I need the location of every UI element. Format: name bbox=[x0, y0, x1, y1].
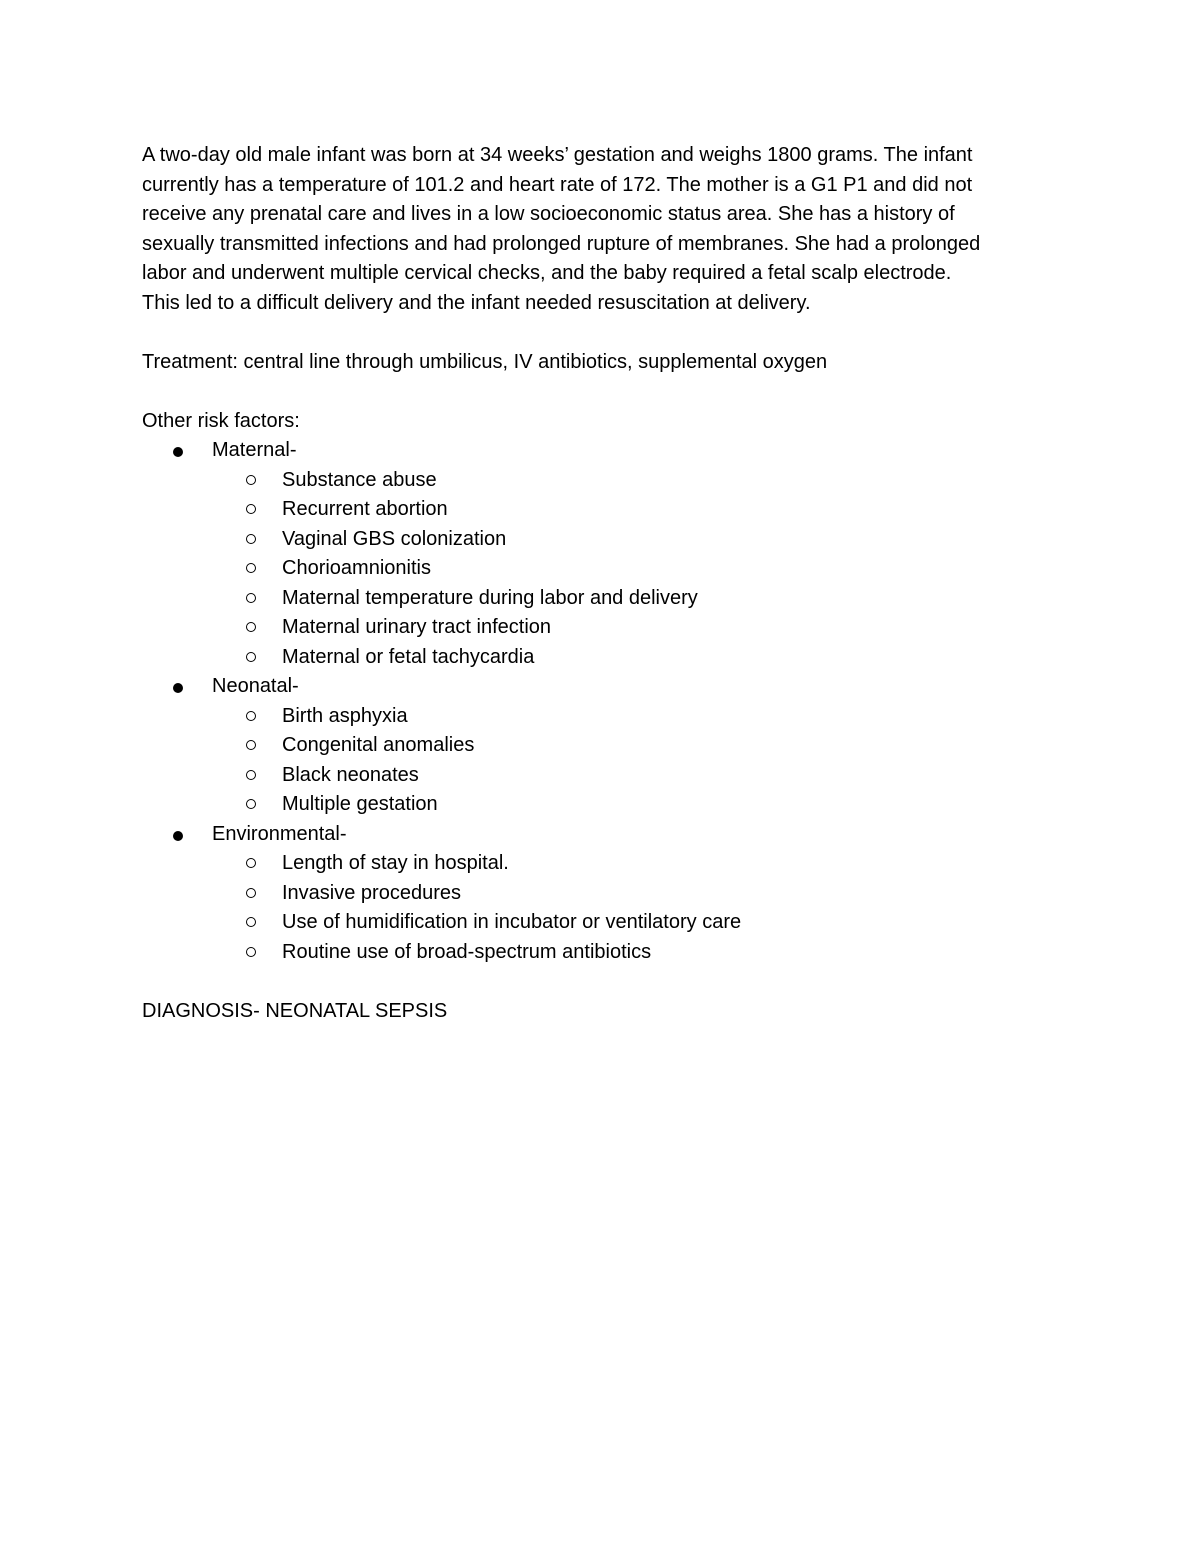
spacer bbox=[142, 318, 1062, 348]
hollow-circle-icon bbox=[246, 534, 256, 544]
treatment-line: Treatment: central line through umbilicus, IV antibiotics, supplemental oxygen bbox=[142, 350, 828, 373]
environmental-risk-list bbox=[212, 849, 1062, 967]
hollow-circle-icon bbox=[246, 947, 256, 957]
neonatal-risk-list bbox=[212, 702, 1062, 820]
spacer bbox=[142, 377, 1062, 407]
bullet-icon bbox=[173, 831, 183, 841]
list-item: Black neonates bbox=[142, 761, 1062, 791]
case-line: This led to a difficult delivery and the infant needed resuscitation at delivery. bbox=[142, 291, 811, 314]
document-body bbox=[142, 141, 1062, 1026]
risk-factors-heading: Other risk factors: bbox=[142, 409, 300, 432]
hollow-circle-icon bbox=[246, 711, 256, 721]
list-item: Length of stay in hospital. bbox=[142, 849, 1062, 879]
hollow-circle-icon bbox=[246, 652, 256, 662]
risk-group-maternal bbox=[142, 436, 1062, 672]
list-item: Invasive procedures bbox=[142, 879, 1062, 909]
spacer bbox=[142, 967, 1062, 997]
case-line: currently has a temperature of 101.2 and heart rate of 172. The mother is a G1 P1 and did not bbox=[142, 173, 973, 196]
list-item: Congenital anomalies bbox=[142, 731, 1062, 761]
hollow-circle-icon bbox=[246, 740, 256, 750]
risk-group-label: Environmental- bbox=[212, 822, 347, 845]
risk-group-label: Neonatal- bbox=[212, 675, 299, 697]
bullet-icon bbox=[173, 447, 183, 457]
hollow-circle-icon bbox=[246, 799, 256, 809]
risk-factor-list bbox=[142, 436, 1062, 967]
case-line: labor and underwent multiple cervical checks, and the baby required a fetal scalp electrode. bbox=[142, 262, 952, 284]
list-item: Recurrent abortion bbox=[142, 495, 1062, 525]
bullet-icon bbox=[173, 683, 183, 693]
hollow-circle-icon bbox=[246, 475, 256, 485]
list-item: Substance abuse bbox=[142, 466, 1062, 496]
hollow-circle-icon bbox=[246, 858, 256, 868]
hollow-circle-icon bbox=[246, 504, 256, 514]
hollow-circle-icon bbox=[246, 770, 256, 780]
list-item: Routine use of broad-spectrum antibiotics bbox=[142, 938, 1062, 968]
hollow-circle-icon bbox=[246, 563, 256, 573]
hollow-circle-icon bbox=[246, 593, 256, 603]
hollow-circle-icon bbox=[246, 888, 256, 898]
list-item: Birth asphyxia bbox=[142, 702, 1062, 732]
hollow-circle-icon bbox=[246, 622, 256, 632]
maternal-risk-list bbox=[212, 466, 1062, 673]
case-line: sexually transmitted infections and had prolonged rupture of membranes. She had a prolonged bbox=[142, 232, 981, 255]
case-line: A two-day old male infant was born at 34 weeks’ gestation and weighs 1800 grams. The infant bbox=[142, 144, 973, 166]
risk-group-neonatal bbox=[142, 672, 1062, 820]
list-item: Chorioamnionitis bbox=[142, 554, 1062, 584]
case-line: receive any prenatal care and lives in a low socioeconomic status area. She has a history of bbox=[142, 203, 955, 225]
diagnosis-line: DIAGNOSIS- NEONATAL SEPSIS bbox=[142, 999, 448, 1022]
risk-group-environmental bbox=[142, 820, 1062, 968]
list-item: Maternal temperature during labor and delivery bbox=[142, 584, 1062, 614]
list-item: Maternal or fetal tachycardia bbox=[142, 643, 1062, 673]
list-item: Vaginal GBS colonization bbox=[142, 525, 1062, 555]
list-item: Maternal urinary tract infection bbox=[142, 613, 1062, 643]
hollow-circle-icon bbox=[246, 917, 256, 927]
case-paragraph bbox=[142, 141, 1062, 318]
risk-group-label: Maternal- bbox=[212, 439, 297, 461]
list-item: Multiple gestation bbox=[142, 790, 1062, 820]
list-item: Use of humidification in incubator or ventilatory care bbox=[142, 908, 1062, 938]
